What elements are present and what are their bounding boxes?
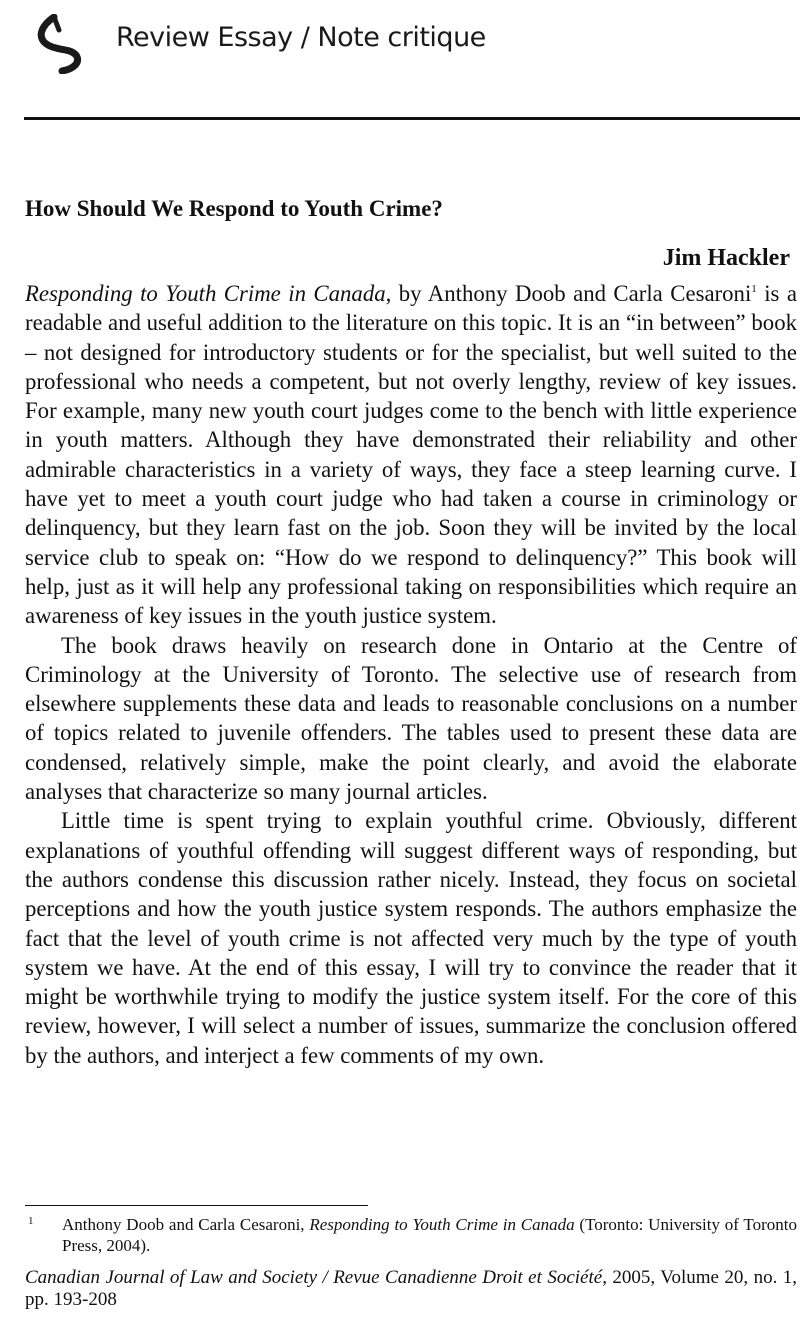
author-names: , by Anthony Doob and Carla Cesaroni — [385, 281, 752, 306]
body-paragraph-1 — [25, 279, 797, 631]
journal-details: , 2005, Volume 20, no. 1, pp. 193-208 — [25, 1267, 797, 1310]
footnote-divider — [25, 1205, 368, 1206]
article-body — [25, 279, 797, 1070]
body-paragraph-2: The book draws heavily on research done in Ontario at the Centre of Criminology at the University of Toronto. The selective use of research from elsewhere supplements these data and leads to reasonable conclusions on a number of topics related to juvenile offenders. The tables used to present these data are condensed, relatively simple, make the point clearly, and avoid the elaborate analyses that characterize so many journal articles. — [25, 632, 797, 805]
section-header-title: Review Essay / Note critique — [116, 22, 486, 53]
journal-citation — [25, 1267, 797, 1311]
journal-name: Canadian Journal of Law and Society / Revue Canadienne Droit et Société — [25, 1267, 603, 1288]
footnote-authors: Anthony Doob and Carla Cesaroni, — [62, 1215, 310, 1234]
footnote-publisher: (Toronto: University of Toronto Press, 2004). — [62, 1215, 798, 1255]
article-author: Jim Hackler — [662, 245, 790, 271]
book-title: Responding to Youth Crime in Canada — [25, 281, 386, 306]
journal-swirl-icon — [32, 14, 92, 74]
paragraph-text: is a readable and useful addition to the literature on this topic. It is an “in between” book – not designed for introductory students or for the specialist, but well suited to the professional who needs a competent, but not overly lengthy, review of key issues. For example, many new youth court judges come to the bench with little experience in youth matters. Although they have demonstrated their reliability and other admirable characteristics in a variety of ways, they face a steep learning curve. I have yet to meet a youth court judge who had taken a course in criminology or delinquency, but they learn fast on the job. Soon they will be invited by the local service club to speak on: “How do we respond to delinquency?” This book will help, just as it will help any professional taking on responsibilities which require an awareness of key issues in the youth justice system. — [25, 281, 797, 629]
footnote-text — [62, 1215, 797, 1256]
footnote-number: 1 — [28, 1215, 34, 1227]
header-divider — [24, 117, 800, 120]
body-paragraph-3: Little time is spent trying to explain youthful crime. Obviously, different explanations of youthful offending will suggest different ways of responding, but the authors condense this discussion rather nicely. Instead, they focus on societal perceptions and how the youth justice system responds. The authors emphasize the fact that the level of youth crime is not affected very much by the type of youth system we have. At the end of this essay, I will try to convince the reader that it might be worthwhile trying to modify the justice system itself. For the core of this review, however, I will select a number of issues, summarize the conclusion offered by the authors, and interject a few comments of my own. — [25, 808, 797, 1068]
footnote-book-title: Responding to Youth Crime in Canada — [309, 1215, 575, 1234]
article-title: How Should We Respond to Youth Crime? — [25, 196, 443, 221]
footnote-reference[interactable]: 1 — [751, 283, 757, 295]
